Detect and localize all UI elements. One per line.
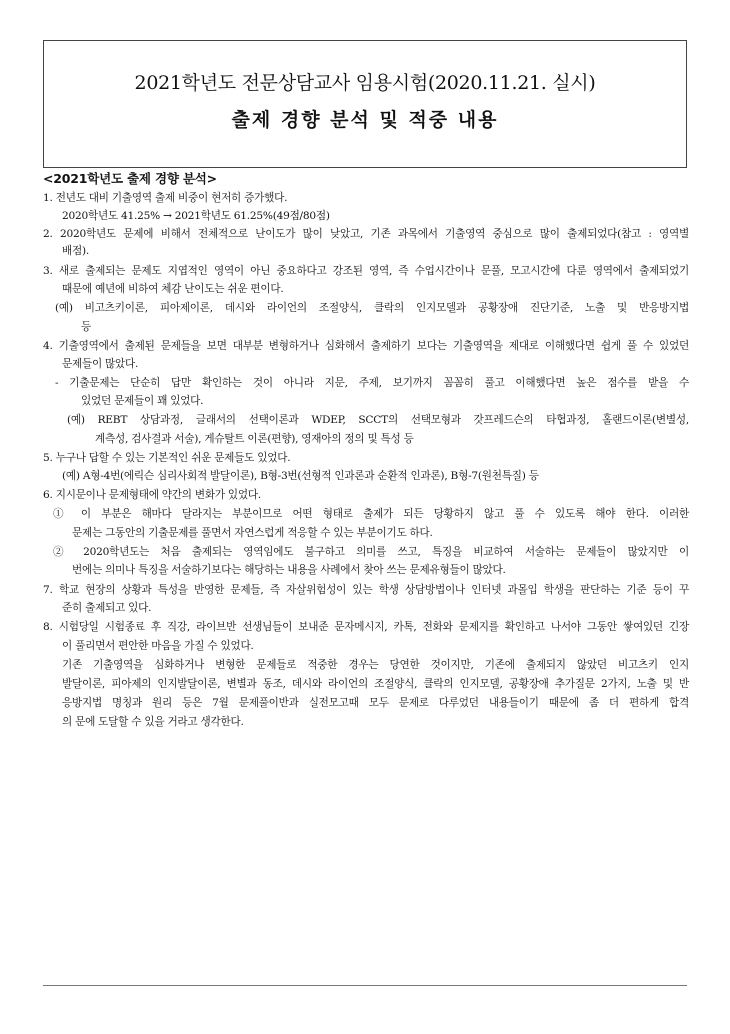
item-3-example: (예) 비고츠키이론, 피아제이론, 데시와 라이언의 조절양식, 클락의 인지모델과 공황장애 진단기준, 노출 및 반응방지법 [55, 302, 689, 314]
item-5-example: (예) A형-4번(에릭슨 심리사회적 발달이론), B형-3번(선형적 인과론과 순환적 인과론), B형-7(원천특질) 등 [62, 470, 539, 482]
document-title: 2021학년도 전문상담교사 임용시험(2020.11.21. 실시) [134, 72, 596, 94]
item-6-point-1-cont: 문제는 그동안의 기출문제를 풀면서 자연스럽게 적응할 수 있는 부분이기도 하다. [72, 527, 433, 539]
title-box [43, 40, 687, 168]
item-6-point-2-cont: 번에는 의미나 특징을 서술하기보다는 해당하는 내용을 사례에서 찾아 쓰는 문제유형들이 많았다. [72, 564, 506, 576]
item-6-point-2: ② 2020학년도는 처음 출제되는 영역임에도 불구하고 의미를 쓰고, 특징을 비교하여 서술하는 문제들이 많았지만 이 [53, 546, 689, 558]
footer-rule [43, 985, 687, 986]
item-4-example-cont: 계측성, 검사결과 서술), 게슈탈트 이론(편향), 영재아의 정의 및 특성 등 [95, 433, 414, 445]
item-4: 4. 기출영역에서 출제된 문제들을 보면 대부분 변형하거나 심화해서 출제하기 보다는 기출영역을 제대로 이해했다면 쉽게 풀 수 있었던 [43, 340, 689, 352]
section-heading: <2021학년도 출제 경향 분석> [43, 171, 217, 186]
document-subtitle: 출제 경향 분석 및 적중 내용 [231, 109, 499, 131]
item-4-note-cont: 있었던 문제들이 꽤 있었다. [81, 395, 204, 407]
item-5: 5. 누구나 답할 수 있는 기본적인 쉬운 문제들도 있었다. [43, 452, 291, 464]
item-8-para-2: 발달이론, 피아제의 인지발달이론, 변별과 동조, 데시와 라이언의 조절양식, 클락의 인지모델, 공황장애 추가질문 2가지, 노출 및 반 [62, 678, 689, 690]
item-4-example: (예) REBT 상담과정, 글래서의 선택이론과 WDEP, SCCT의 선택모형과 갓프레드슨의 타협과정, 홀랜드이론(변별성, [67, 414, 689, 426]
item-3-cont: 때문에 예년에 비하여 체감 난이도는 쉬운 편이다. [62, 283, 284, 295]
item-4-note: - 기출문제는 단순히 답만 확인하는 것이 아니라 지문, 주제, 보기까지 꼼꼼히 풀고 이해했다면 높은 점수를 받을 수 [55, 377, 689, 389]
item-8-cont: 이 풀리면서 편안한 마음을 가질 수 있었다. [62, 640, 254, 652]
item-7-cont: 준히 출제되고 있다. [62, 602, 152, 614]
item-6-point-1: ① 이 부분은 해마다 달라지는 부분이므로 어떤 형태로 출제가 되든 당황하지 않고 풀 수 있도록 해야 한다. 이러한 [53, 508, 689, 520]
item-7: 7. 학교 현장의 상황과 특성을 반영한 문제들, 즉 자살위험성이 있는 학생 상담방법이나 인터넷 과몰입 학생을 판단하는 기준 등이 꾸 [43, 584, 689, 596]
item-3-example-cont: 등 [81, 321, 91, 333]
item-8-para-1: 기존 기출영역을 심화하거나 변형한 문제들로 적중한 경우는 당연한 것이지만, 기존에 출제되지 않았던 비고츠키 인지 [62, 659, 689, 671]
item-2: 2. 2020학년도 문제에 비해서 전체적으로 난이도가 많이 낮았고, 기존 과목에서 기출영역 중심으로 많이 출제되었다(참고 : 영역별 [43, 228, 689, 240]
item-8-para-4: 의 문에 도달할 수 있을 거라고 생각한다. [62, 716, 244, 728]
item-2-cont: 배점). [62, 245, 89, 257]
item-6: 6. 지시문이나 문제형태에 약간의 변화가 있었다. [43, 489, 261, 501]
item-8-para-3: 응방지법 명칭과 원리 등은 7월 문제풀이반과 실전모고때 모두 문제로 다루었던 내용들이기 때문에 좀 더 편하게 합격 [62, 697, 689, 709]
item-4-cont: 문제들이 많았다. [62, 358, 139, 370]
item-1-detail: 2020학년도 41.25% → 2021학년도 61.25%(49점/80점) [62, 210, 330, 222]
item-3: 3. 새로 출제되는 문제도 지엽적인 영역이 아닌 중요하다고 강조된 영역, 즉 수업시간이나 문풀, 모고시간에 다룬 영역에서 출제되었기 [43, 265, 689, 277]
item-1: 1. 전년도 대비 기출영역 출제 비중이 현저히 증가했다. [43, 192, 288, 204]
item-8: 8. 시험당일 시험종료 후 직강, 라이브반 선생님들이 보내준 문자메시지, 카톡, 전화와 문제지를 확인하고 나서야 그동안 쌓여있던 긴장 [43, 621, 689, 633]
